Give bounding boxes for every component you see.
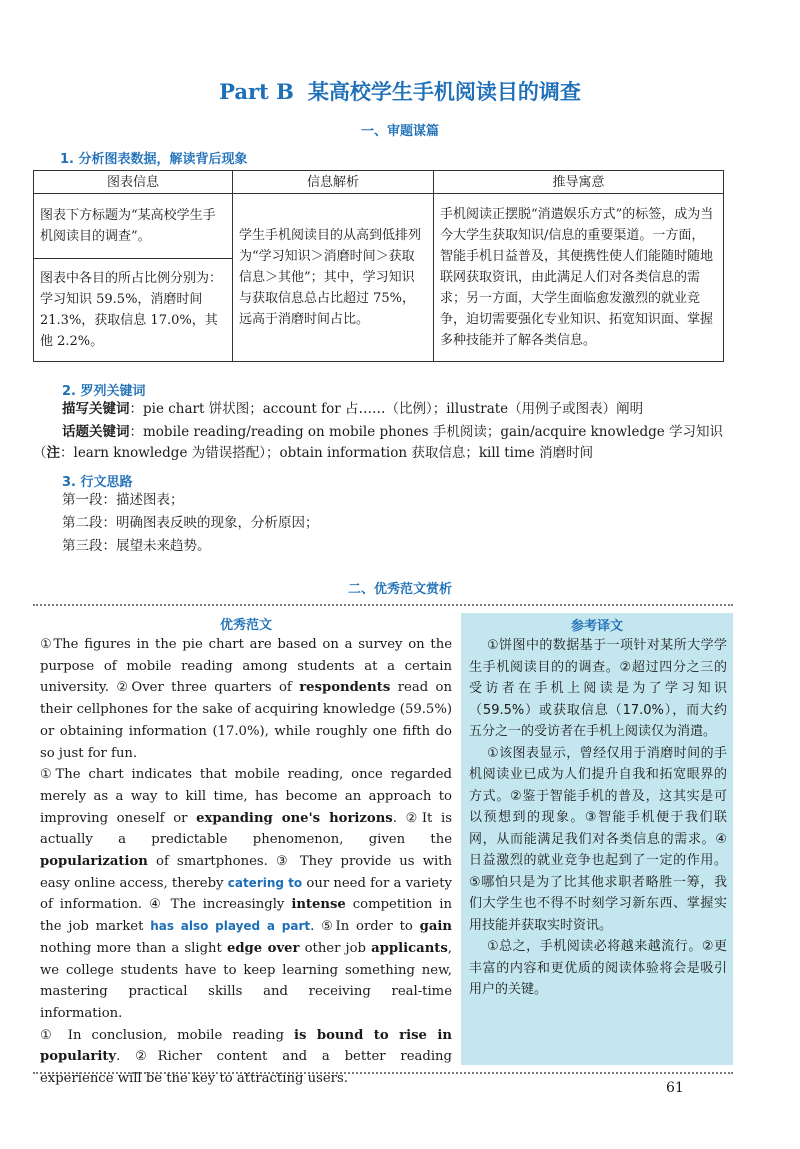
note-line: （注：learn knowledge 为错误搭配）；obtain information 获取信息；kill time 消磨时间 [33, 445, 594, 461]
desc-label: 描写关键词 [62, 401, 130, 417]
topic-label: 话题关键词 [62, 424, 130, 440]
keywords-heading: 2. 罗列关键词 [62, 384, 146, 399]
page-title [0, 76, 800, 106]
table-cell: 图表下方标题为“某高校学生手机阅读目的调查”。 [34, 194, 233, 259]
outline-p3: 第三段：展望未来趋势。 [62, 538, 211, 554]
essay-paragraph: ①The chart indicates that mobile reading, once regarded merely as a way to kill time, has become an approach to improving oneself or expanding one's horizons. ②It is actually a predictable phenomenon, given the popularization of smartphones. ③ They provide us with easy online access, thereby catering to our need for a variety of information. ④ The increasingly intense competition in the job market has also played a part. ⑤In order to gain nothing more than a slight edge over other job applicants, we college students have to keep learning something new, mastering practical skills and receiving real-time information. [40, 767, 452, 1021]
desc-keywords [62, 399, 742, 420]
gloss-catering: catering to [227, 875, 303, 890]
translation-heading: 参考译文 [570, 619, 623, 634]
translation-paragraph: ①总之，手机阅读必将越来越流行。②更丰富的内容和更优质的阅读体验将会是吸引用户的关键。 [469, 939, 727, 997]
table-cell: 手机阅读正摆脱“消遣娱乐方式”的标签，成为当今大学生获取知识/信息的重要渠道。一方面，智能手机日益普及，其便携性使人们能随时随地联网获取资讯，由此满足人们对各类信息的需求；另一方面，大学生面临愈发激烈的就业竞争，迫切需要强化专业知识、拓宽知识面、掌握多种技能并了解各类信息。 [434, 194, 724, 362]
model-essay [40, 614, 452, 1090]
desc-text: ：pie chart 饼状图；account for 占……（比例）；illustrate（用例子或图表）阐明 [129, 401, 644, 417]
title-text: 某高校学生手机阅读目的调查 [307, 80, 581, 104]
topic-keywords [62, 422, 752, 443]
translation-box [461, 613, 733, 1065]
divider-top [33, 604, 733, 606]
table-cell: 图表中各目的所占比例分别为：学习知识 59.5%，消磨时间 21.3%，获取信息 17.0%，其他 2.2%。 [34, 259, 233, 362]
section1-heading: 一、审题谋篇 [360, 124, 439, 139]
essay-heading: 优秀范文 [219, 618, 272, 633]
outline-p1: 第一段：描述图表； [62, 492, 184, 508]
essay-paragraph: ①The figures in the pie chart are based on a survey on the purpose of mobile reading among students at a certain university. ②Over three quarters of respondents read on their cellphones for the sake of acquiring knowledge (59.5%) or obtaining information (17.0%), while roughly one fifth do so just for fun. [40, 637, 452, 761]
topic-text: ：mobile reading/reading on mobile phones 手机阅读；gain/acquire knowledge 学习知识 [129, 424, 724, 440]
translation-paragraph: ①饼图中的数据基于一项针对某所大学学生手机阅读目的的调查。②超过四分之三的受访者在手机上阅读是为了学习知识（59.5%）或获取信息（17.0%），而大约五分之一的受访者在手机上阅读仅为消遣。 [469, 638, 727, 739]
outline-p2: 第二段：明确图表反映的现象，分析原因； [62, 515, 319, 531]
table-header: 信息解析 [233, 171, 434, 194]
note-label: 注 [46, 445, 60, 461]
part-label: Part B [219, 79, 294, 104]
essay-paragraph: ① In conclusion, mobile reading is bound to rise in popularity. ②Richer content and a better reading experience will be the key to attracting users. [40, 1027, 452, 1087]
gloss-played-part: has also played a part [150, 919, 311, 934]
table-header: 图表信息 [34, 171, 233, 194]
section2-heading: 二、优秀范文赏析 [347, 582, 452, 597]
info-table [33, 170, 724, 362]
sub-heading-1: 1. 分析图表数据，解读背后现象 [60, 152, 248, 167]
outline-heading: 3. 行文思路 [62, 475, 133, 490]
divider-bottom [33, 1072, 733, 1074]
translation-paragraph: ①该图表显示，曾经仅用于消磨时间的手机阅读业已成为人们提升自我和拓宽眼界的方式。②鉴于智能手机的普及，这其实是可以预想到的现象。③智能手机便于我们联网，从而能满足我们对各类信息的需求。④日益激烈的就业竞争也起到了一定的作用。⑤哪怕只是为了比其他求职者略胜一筹，我们大学生也不得不时刻学习新东西、掌握实用技能并获取实时资讯。 [469, 745, 727, 933]
table-cell: 学生手机阅读目的从高到低排列为“学习知识＞消磨时间＞获取信息＞其他”；其中，学习知识与获取信息总占比超过 75%，远高于消磨时间占比。 [233, 194, 434, 362]
note-text: ：learn knowledge 为错误搭配）；obtain information 获取信息；kill time 消磨时间 [60, 445, 594, 461]
table-header: 推导寓意 [434, 171, 724, 194]
page-number: 61 [666, 1080, 684, 1096]
